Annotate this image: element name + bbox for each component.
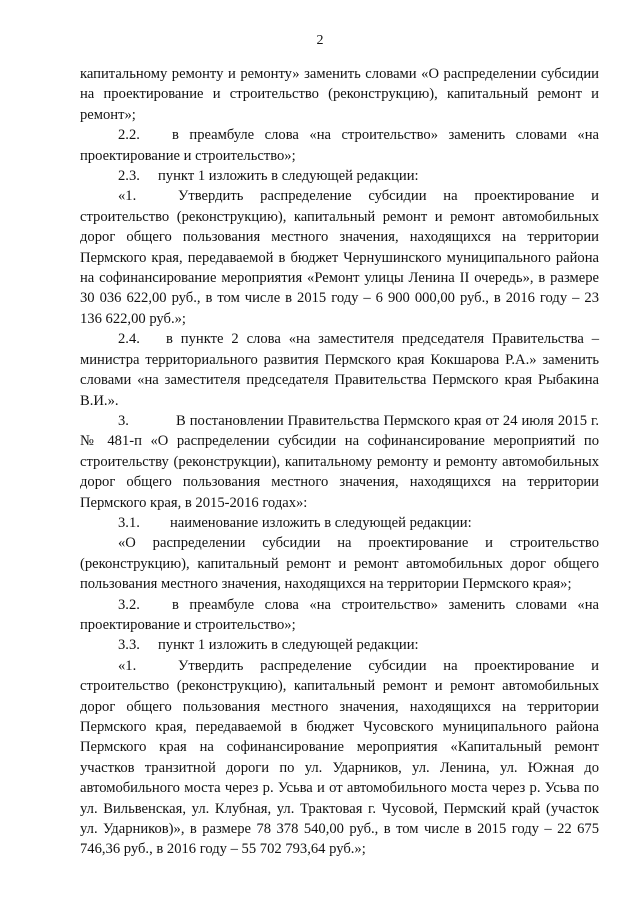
paragraph-text: наименование изложить в следующей редакции: (170, 514, 472, 531)
page-number: 2 (316, 33, 324, 48)
paragraph-text: «О распределении субсидии на проектирование и строительство (реконструкцию), капитальный ремонт и ремонт автомобильных дорог общего пользования местного значения, находящихся на территории Пермского края»; (80, 535, 599, 593)
quoted-paragraph-1-chernushinsky (80, 186, 599, 329)
paragraph-3-1 (80, 513, 599, 533)
item-number: 2.4. (118, 331, 140, 348)
paragraph-3 (80, 411, 599, 513)
paragraph-3-3 (80, 635, 599, 655)
item-number: 2.2. (118, 127, 140, 144)
paragraph-text: в пункте 2 слова «на заместителя председателя Правительства – министра территориального развития Пермского края Кокшарова Р.А.» заменить словами «на заместителя председателя Правительства Пермского края Рыбакина В.И.». (80, 331, 599, 409)
paragraph-continuation (80, 64, 599, 125)
item-number: 3.3. (118, 637, 140, 654)
paragraph-text: капитальному ремонту и ремонту» заменить словами «О распределении субсидии на проектирование и строительство (реконструкцию), капитальный ремонт и ремонт»; (80, 66, 599, 123)
paragraph-2-2 (80, 125, 599, 166)
item-number: 3. (118, 412, 129, 429)
item-number: «1. (118, 657, 137, 674)
quoted-title (80, 533, 599, 594)
item-number: 3.1. (118, 514, 140, 531)
item-number: 2.3. (118, 168, 140, 185)
document-body (80, 64, 599, 860)
paragraph-2-4 (80, 329, 599, 411)
item-number: «1. (118, 188, 137, 205)
paragraph-3-2 (80, 595, 599, 636)
quoted-paragraph-1-chusovoy (80, 656, 599, 860)
paragraph-text: в преамбуле слова «на строительство» заменить словами «на проектирование и строительство»; (80, 596, 599, 633)
paragraph-text: Утвердить распределение субсидии на проектирование и строительство (реконструкцию), капитальный ремонт и ремонт автомобильных дорог общего пользования местного значения, находящихся на территории Пермского края, передаваемой в бюджет Чернушинского муниципального района на софинансирование мероприятия «Ремонт улицы Ленина II очередь», в размере 30 036 622,00 руб., в том числе в 2015 году – 6 900 000,00 руб., в 2016 году – 23 136 622,00 руб.»; (80, 188, 599, 327)
paragraph-text: Утвердить распределение субсидии на проектирование и строительство (реконструкцию), капитальный ремонт и ремонт автомобильных дорог общего пользования местного значения, находящихся на территории Пермского края, передаваемой в бюджет Чусовского муниципального района Пермского края на софинансирование мероприятия «Капитальный ремонт участков транзитной дороги по ул. Ударников, ул. Ленина, ул. Южная до автомобильного моста через р. Усьва и от автомобильного моста через р. Усьва по ул. Вильвенская, ул. Клубная, ул. Трактовая г. Чусовой, Пермский край (участок ул. Ударников)», в размере 78 378 540,00 руб., в том числе в 2015 году – 22 675 746,36 руб., в 2016 году – 55 702 793,64 руб.»; (80, 657, 599, 858)
paragraph-text: пункт 1 изложить в следующей редакции: (158, 637, 419, 654)
paragraph-2-3 (80, 166, 599, 186)
paragraph-text: в преамбуле слова «на строительство» заменить словами «на проектирование и строительство»; (80, 127, 599, 164)
item-number: 3.2. (118, 596, 140, 613)
paragraph-text: В постановлении Правительства Пермского края от 24 июля 2015 г. № 481-п «О распределении субсидии на софинансирование мероприятий по строительству (реконструкции), капитальному ремонту и ремонту автомобильных дорог общего пользования местного значения, находящихся на территории Пермского края, в 2015-2016 годах»: (80, 412, 599, 511)
paragraph-text: пункт 1 изложить в следующей редакции: (158, 168, 419, 185)
